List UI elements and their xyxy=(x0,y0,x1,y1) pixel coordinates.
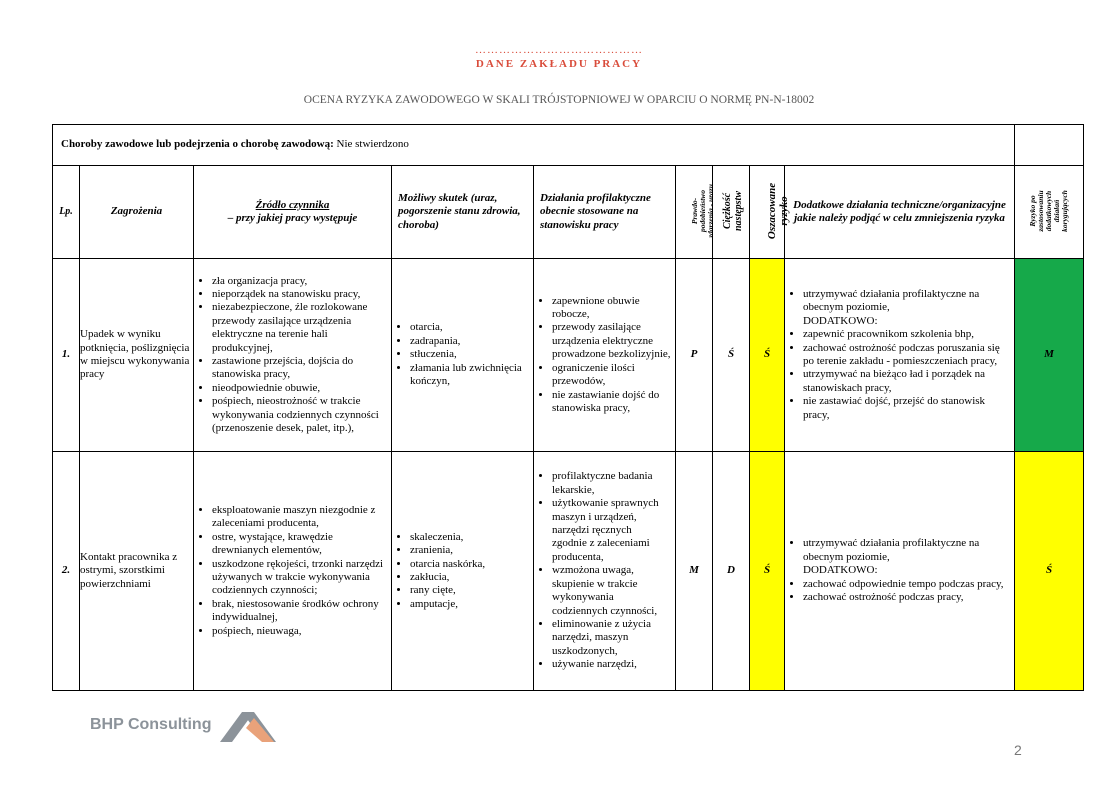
col-risk-after-label: Ryzyko po zastosowaniu dodatkowych działań korygujących xyxy=(1027,189,1069,232)
logo-text: BHP Consulting xyxy=(90,716,212,733)
list-item: • otarcia naskórka, xyxy=(410,558,529,571)
list-item: • użytkowanie sprawnych maszyn i urządzeń, narzędzi ręcznych zgodnie z zaleceniami producenta, xyxy=(552,497,669,564)
row-risk-after: M xyxy=(1015,259,1084,452)
diseases-empty-cell xyxy=(1015,125,1084,166)
row-effects xyxy=(392,452,534,691)
row-prevention xyxy=(534,452,676,691)
col-estimated-label: Oszacowane ryzyko xyxy=(766,183,791,240)
list-item: • zapewnione obuwie robocze, xyxy=(552,295,671,322)
page-number: 2 xyxy=(1014,742,1022,758)
list-item: • skaleczenia, xyxy=(410,531,529,544)
row-severity: Ś xyxy=(713,259,750,452)
document-title: OCENA RYZYKA ZAWODOWEGO W SKALI TRÓJSTOPNIOWEJ W OPARCIU O NORMĘ PN-N-18002 xyxy=(303,94,815,106)
list-item: • nie zastawianie dojść do stanowiska pracy, xyxy=(552,389,671,416)
company-placeholder: DANE ZAKŁADU PRACY xyxy=(475,58,643,70)
company-logo xyxy=(90,708,290,744)
list-item: • używanie narzędzi, xyxy=(552,658,669,671)
list-item: • eksploatowanie maszyn niezgodnie z zaleceniami producenta, xyxy=(212,504,387,531)
diseases-row xyxy=(53,125,1084,166)
list-item: • ostre, wystające, krawędzie drewnianych elementów, xyxy=(212,531,387,558)
list-item: • utrzymywać działania profilaktyczne na obecnym poziomie, xyxy=(803,288,1010,315)
list-item: • otarcia, xyxy=(410,321,529,334)
list-item: • ograniczenie ilości przewodów, xyxy=(552,362,671,389)
list-item: • zakłucia, xyxy=(410,571,529,584)
list-item: • złamania lub zwichnięcia kończyn, xyxy=(410,362,529,389)
row-risk-after: Ś xyxy=(1015,452,1084,691)
row-prevention xyxy=(534,259,676,452)
list-item: • zranienia, xyxy=(410,544,529,557)
table-row xyxy=(53,259,1084,452)
col-prevention: Działania profilaktyczne obecnie stosowane na stanowisku pracy xyxy=(534,166,676,259)
col-severity xyxy=(713,166,750,259)
list-item: • brak, niestosowanie środków ochrony indywidualnej, xyxy=(212,598,387,625)
row-sources xyxy=(194,259,392,452)
col-probability-label: Prawdo- podobieństwo zdarzenia - urazu xyxy=(689,183,715,238)
row-lp: 1. xyxy=(53,259,80,452)
row-probability: P xyxy=(676,259,713,452)
list-item: • pośpiech, nieuwaga, xyxy=(212,625,387,638)
list-item: • zachować ostrożność podczas poruszania się po terenie zakładu - pomieszczeniach pracy, xyxy=(803,342,1010,369)
diseases-label: Choroby zawodowe lub podejrzenia o chorobę zawodową: xyxy=(61,138,334,151)
list-item: DODATKOWO: xyxy=(803,564,878,577)
list-item: • rany cięte, xyxy=(410,584,529,597)
col-severity-label: Ciężkość następstw xyxy=(722,191,745,232)
col-hazard: Zagrożenia xyxy=(80,166,194,259)
table-row xyxy=(53,452,1084,691)
row-severity: D xyxy=(713,452,750,691)
row-sources xyxy=(194,452,392,691)
list-item: • zapewnić pracownikom szkolenia bhp, xyxy=(803,328,1010,341)
list-item: • wzmożona uwaga, skupienie w trakcie wykonywania codziennych czynności, xyxy=(552,564,669,618)
list-item: • uszkodzone rękojeści, trzonki narzędzi używanych w trakcie wykonywania codziennych czynności; xyxy=(212,558,387,598)
diseases-value: Nie stwierdzono xyxy=(333,138,409,151)
col-source xyxy=(194,166,392,259)
col-source-title: Źródło czynnika xyxy=(255,198,330,211)
list-item: • nieodpowiednie obuwie, xyxy=(212,382,387,395)
list-item: • amputacje, xyxy=(410,598,529,611)
list-item: • pośpiech, nieostrożność w trakcie wykonywania codziennych czynności (przenoszenie desek, palet, itp.), xyxy=(212,395,387,435)
row-additional xyxy=(785,452,1015,691)
list-item: • nieporządek na stanowisku pracy, xyxy=(212,288,387,301)
list-item: • stłuczenia, xyxy=(410,348,529,361)
list-item: • zadrapania, xyxy=(410,335,529,348)
row-hazard: Upadek w wyniku potknięcia, poślizgnięcia w miejscu wykonywania pracy xyxy=(80,259,194,452)
list-item: DODATKOWO: xyxy=(803,314,878,327)
row-estimated-risk: Ś xyxy=(750,259,785,452)
list-item: • zachować odpowiednie tempo podczas pracy, xyxy=(803,578,1010,591)
list-item: • zastawione przejścia, dojścia do stanowiska pracy, xyxy=(212,355,387,382)
list-item: • profilaktyczne badania lekarskie, xyxy=(552,470,669,497)
col-risk-after xyxy=(1015,166,1084,259)
list-item: • utrzymywać na bieżąco ład i porządek na stanowiskach pracy, xyxy=(803,368,1010,395)
list-item: • nie zastawiać dojść, przejść do stanowisk pracy, xyxy=(803,395,1010,422)
col-source-subtitle: – przy jakiej pracy występuje xyxy=(227,212,358,224)
row-hazard: Kontakt pracownika z ostrymi, szorstkimi powierzchniami xyxy=(80,452,194,691)
row-additional xyxy=(785,259,1015,452)
risk-assessment-table xyxy=(52,124,1084,691)
list-item: • niezabezpieczone, źle rozlokowane przewody zasilające urządzenia elektryczne na terenie hali produkcyjnej, xyxy=(212,301,387,355)
logo-mark-icon xyxy=(216,708,286,744)
col-probability xyxy=(676,166,713,259)
header-row xyxy=(53,166,1084,259)
diseases-cell xyxy=(53,125,1015,166)
col-additional: Dodatkowe działania techniczne/organizacyjne jakie należy podjąć w celu zmniejszenia ryzyka xyxy=(785,166,1015,259)
row-lp: 2. xyxy=(53,452,80,691)
row-estimated-risk: Ś xyxy=(750,452,785,691)
col-estimated xyxy=(750,166,791,259)
list-item: • utrzymywać działania profilaktyczne na obecnym poziomie, xyxy=(803,537,1010,564)
list-item: • zachować ostrożność podczas pracy, xyxy=(803,591,1010,604)
list-item: • przewody zasilające urządzenia elektryczne prowadzone bezkolizyjnie, xyxy=(552,321,671,361)
col-lp: Lp. xyxy=(53,166,80,259)
row-probability: M xyxy=(676,452,713,691)
row-effects xyxy=(392,259,534,452)
col-effect: Możliwy skutek (uraz, pogorszenie stanu zdrowia, choroba) xyxy=(392,166,534,259)
list-item: • zła organizacja pracy, xyxy=(212,275,387,288)
list-item: • eliminowanie z użycia narzędzi, maszyn uszkodzonych, xyxy=(552,618,669,658)
company-dots: …………………………………… xyxy=(475,44,643,56)
